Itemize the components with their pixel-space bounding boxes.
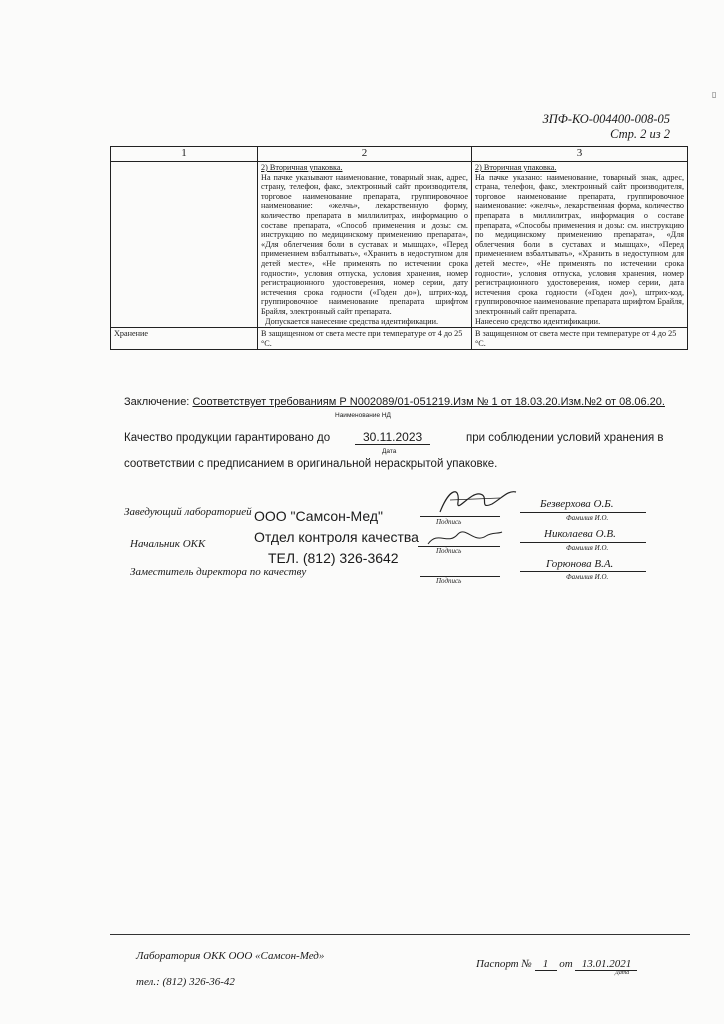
signature-sub-3: Подпись (436, 577, 462, 585)
table-row-packaging (111, 162, 688, 328)
page-number: Стр. 2 из 2 (610, 127, 670, 141)
name-line-3 (520, 571, 646, 572)
name-sub-3: Фамилия И.О. (566, 573, 609, 581)
conclusion-sublabel: Наименование НД (335, 412, 391, 419)
stamp-line-3: ТЕЛ. (812) 326-3642 (268, 550, 399, 566)
footer-divider (110, 934, 690, 935)
table-row-storage (111, 328, 688, 350)
storage-actual: В защищенном от света месте при температуре от 4 до 25 °С. (471, 328, 687, 350)
handwritten-signature-1 (430, 482, 520, 522)
signature-sub-2: Подпись (436, 547, 462, 555)
column-header-2: 2 (258, 147, 472, 162)
passport-date-sublabel: Дата (615, 970, 630, 976)
column-header-1: 1 (111, 147, 258, 162)
conclusion-label: Заключение: (124, 396, 190, 408)
storage-label: Хранение (111, 328, 258, 350)
signature-role-1: Заведующий лабораторией (124, 506, 252, 518)
passport-number: 1 (535, 958, 557, 971)
conclusion (124, 396, 665, 408)
company-stamp (254, 506, 419, 569)
packaging-title-req: 2) Вторичная упаковка. (261, 163, 343, 172)
conclusion-value: Соответствует требованиям Р N002089/01-051219.Изм № 1 от 18.03.20.Изм.№2 от 08.06.20. (192, 396, 665, 408)
handwritten-signature-2 (424, 524, 504, 550)
packaging-text-actual: На пачке указано: наименование, товарный знак, адрес, страна, телефон, факс, электронный сайт производителя, торговое наименование препарата, группировочное наименование: «желчь», лекарственная форма, количество препарата в миллилитрах, информация о составе препарата, «Способы применения и дозы: см. инструкцию по медицинскому применению препарата», «Для облегчения боли в суставах и мышцах», «Перед применением взбалтывать», «Хранить в недоступном для детей месте», «Не применять по истечении срока годности», условия отпуска, условия хранения, номер регистрационного удостоверения, номер серии, дата истечения срока годности («Годен до»), штрих-код, группировочное наименование препарата шрифтом Брайля, электронный сайт препарата. (474, 172, 684, 316)
specification-table (110, 146, 688, 350)
signature-name-3: Горюнова В.А. (546, 558, 614, 570)
table-header-row (111, 147, 688, 162)
passport-date: 13.01.2021 (575, 958, 637, 971)
stamp-line-2: Отдел контроля качества (254, 529, 419, 545)
guarantee-date-sublabel: Дата (382, 448, 397, 455)
column-header-3: 3 (471, 147, 687, 162)
passport-from: от (559, 958, 573, 970)
passport-label: Паспорт № (476, 958, 532, 970)
stamp-line-1: ООО "Самсон-Мед" (254, 508, 383, 524)
signature-name-2: Николаева О.В. (544, 528, 616, 540)
edge-mark: ▯ (712, 90, 717, 99)
name-line-1 (520, 512, 646, 513)
guarantee-date: 30.11.2023 (355, 430, 430, 445)
document-code: ЗПФ-КО-004400-008-05 (542, 112, 670, 126)
packaging-note-actual: Нанесено средство идентификации. (474, 316, 601, 326)
quality-text-1: Качество продукции гарантировано до (124, 432, 331, 444)
storage-requirement: В защищенном от света месте при температуре от 4 до 25 °С. (258, 328, 472, 350)
name-line-2 (520, 542, 646, 543)
signature-role-3: Заместитель директора по качеству (130, 566, 307, 578)
packaging-label-cell (111, 162, 258, 328)
packaging-title-actual: 2) Вторичная упаковка. (474, 163, 557, 172)
quality-text-3: соответствии с предписанием в оригинальной нераскрытой упаковке. (124, 458, 498, 470)
name-sub-2: Фамилия И.О. (566, 544, 609, 552)
document-header (543, 112, 670, 142)
signature-sub-1: Подпись (436, 518, 462, 526)
packaging-requirement-cell (258, 162, 472, 328)
quality-text-2: при соблюдении условий хранения в (466, 432, 664, 444)
footer-phone: тел.: (812) 326-36-42 (136, 976, 235, 988)
passport-info (476, 958, 637, 971)
packaging-text-req: На пачке указывают наименование, товарный знак, адрес, страну, телефон, факс, электронный сайт производителя, торговое наименование препарата, группировочное наименование: «желчь», лекарственную форму, количество препарата в миллилитрах, информацию о составе препарата, «Способ применения и дозы: см. инструкцию по медицинскому применению препарата», «Для облегчения боли в суставах и мышцах», «Перед применением взбалтывать», «Хранить в недоступном для детей месте», «Не применять по истечении срока годности», условия отпуска, условия хранения, номер регистрационного удостоверения, номер серии, дату истечения срока годности («Годен до»), штрих-код, группировочное наименование препарата шрифтом Брайля, электронный сайт препарата. (261, 172, 468, 316)
packaging-note-req: Допускается нанесение средства идентификации. (265, 316, 439, 326)
signature-role-2: Начальник ОКК (130, 538, 206, 550)
signature-name-1: Безверхова О.Б. (540, 498, 614, 510)
footer-lab: Лаборатория ОКК ООО «Самсон-Мед» (136, 950, 325, 962)
packaging-actual-cell (471, 162, 687, 328)
name-sub-1: Фамилия И.О. (566, 514, 609, 522)
